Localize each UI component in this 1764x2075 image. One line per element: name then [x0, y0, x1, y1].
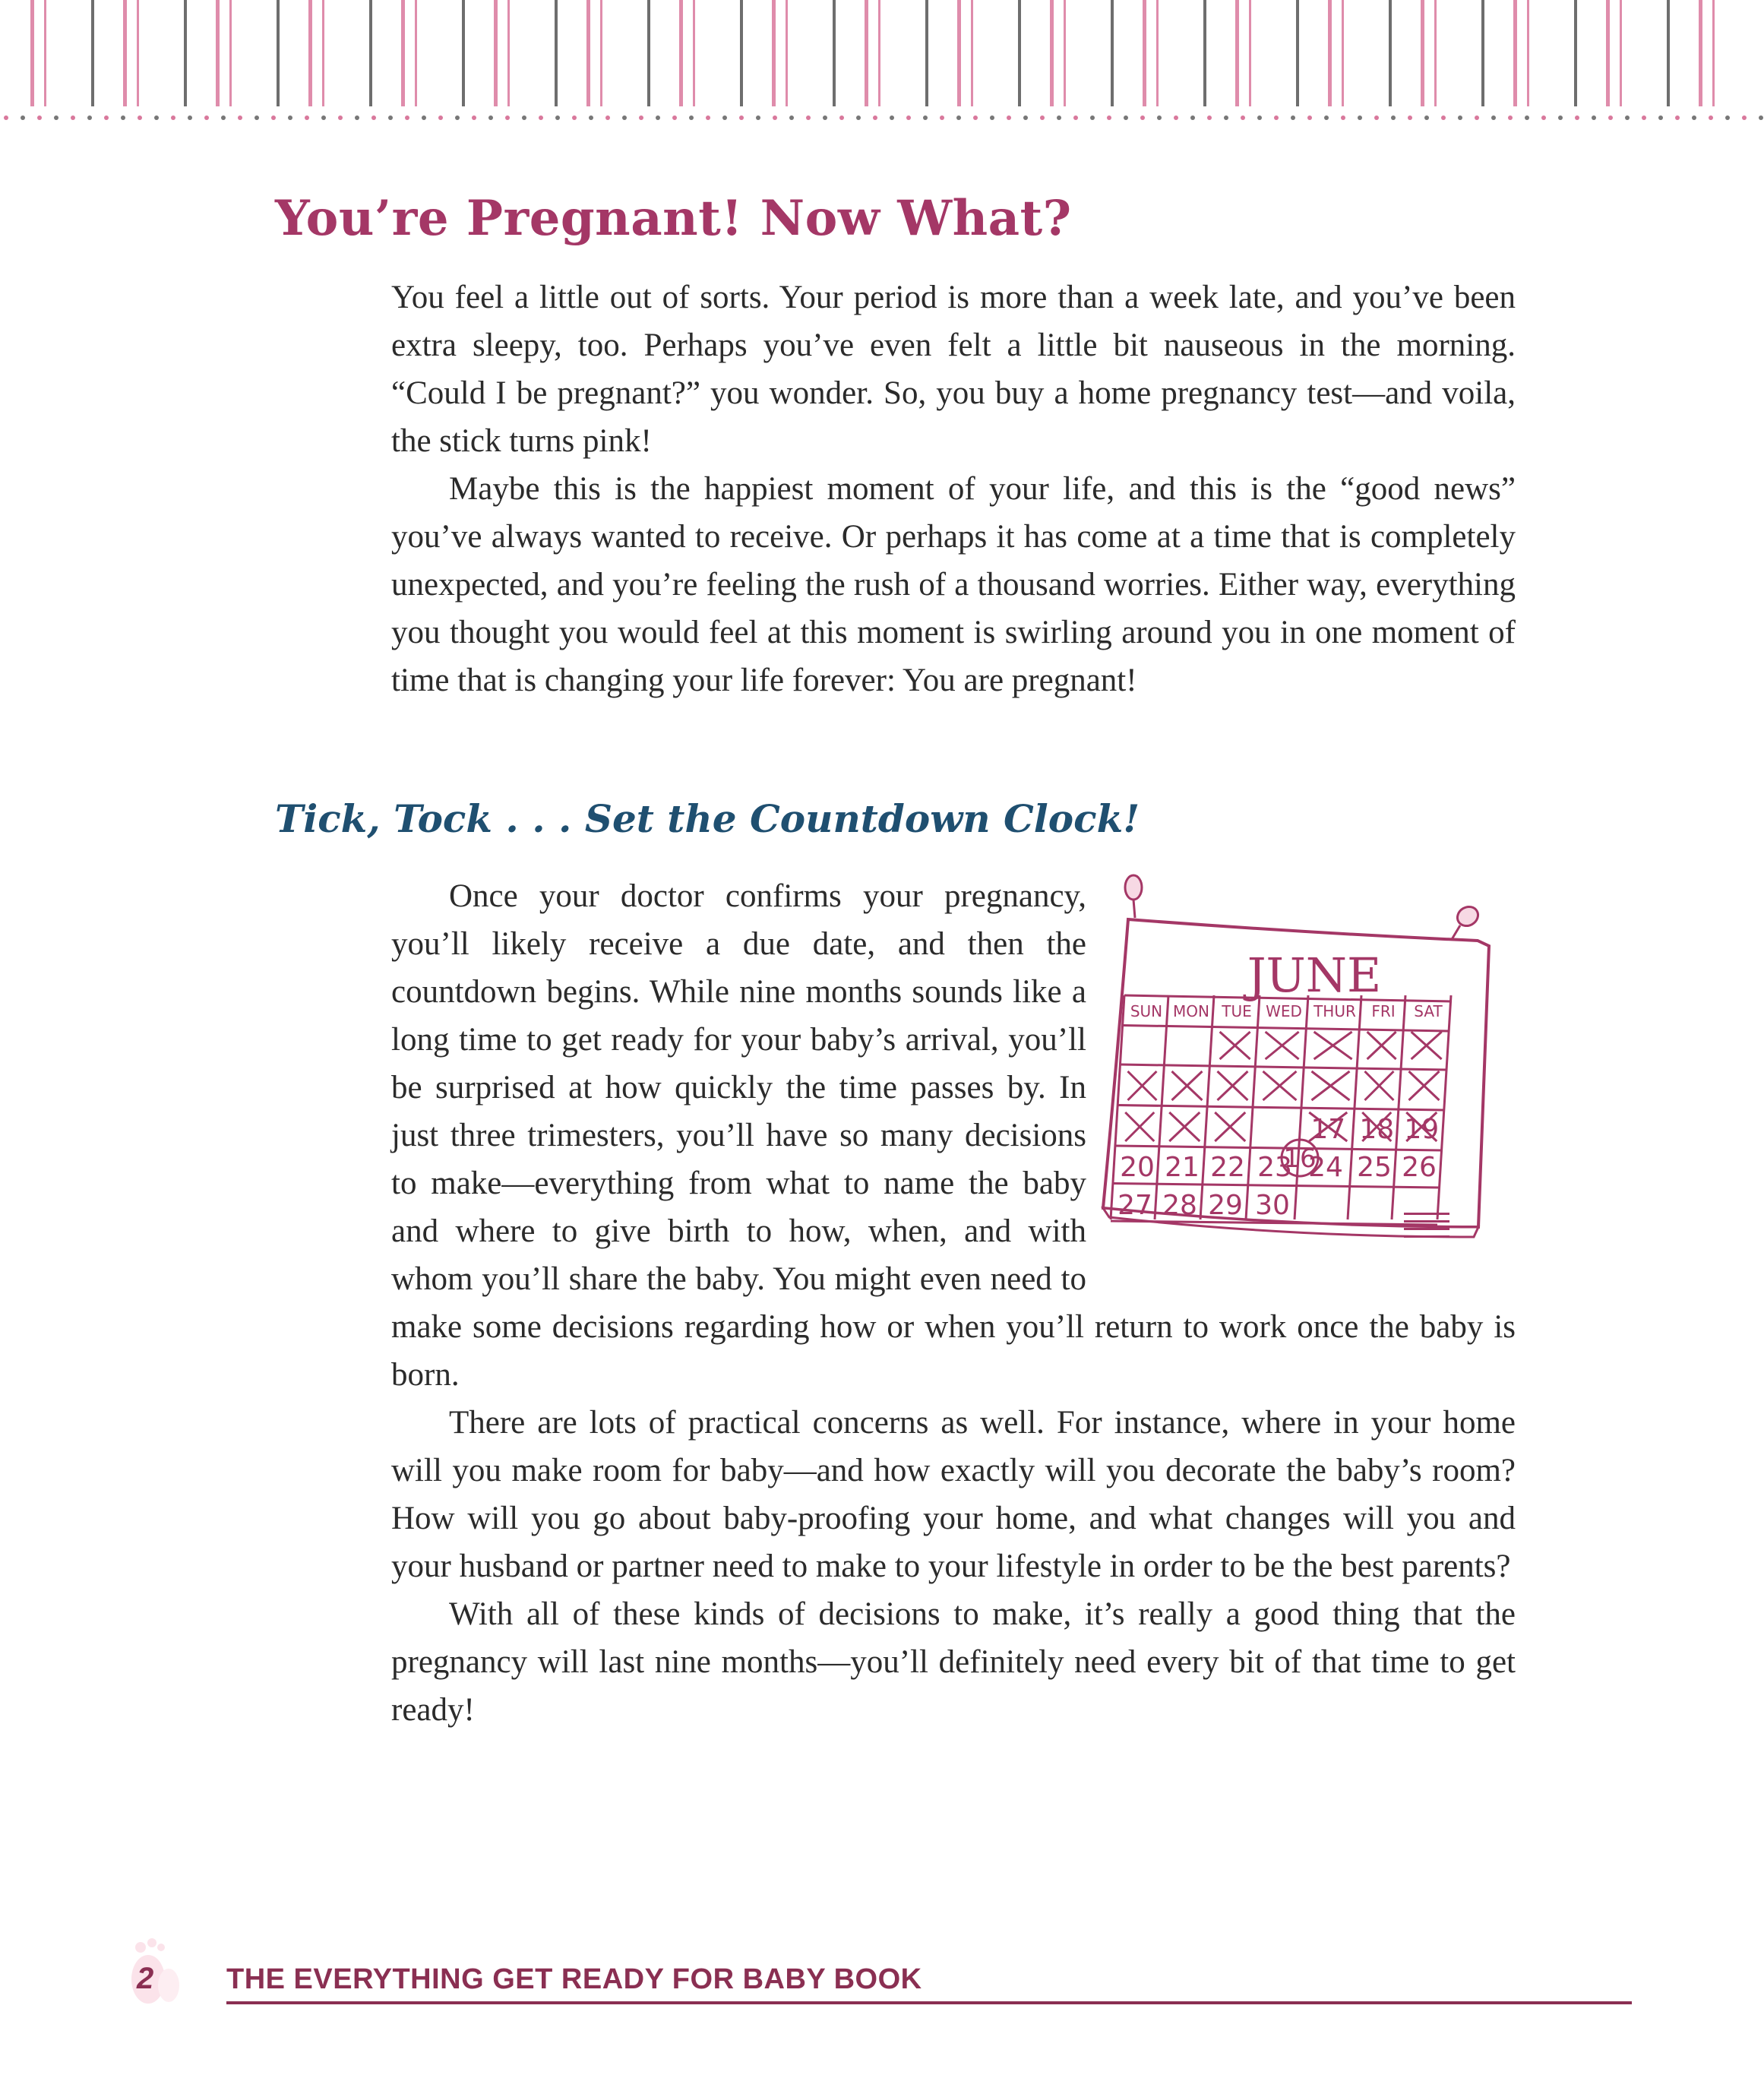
- section1-paragraph-2: Maybe this is the happiest moment of your life, and this is the “good news” you’ve always wanted to receive. Or perhaps it has come at a time that is completely unexpected, and you’re feeling the rush of a thousand worries. Either way, everything you thought you would feel at this moment is swirling around you in one moment of time that is changing your life forever: You are pregnant!: [391, 471, 1516, 698]
- stripe-line: [1389, 0, 1392, 106]
- stripe-dot: [1291, 115, 1295, 120]
- stripe-dot: [572, 115, 577, 120]
- stripe-dot: [1525, 115, 1529, 120]
- stripe-dot: [1658, 115, 1663, 120]
- calendar-weekday-label: SUN: [1130, 1002, 1163, 1020]
- stripe-dot: [806, 115, 811, 120]
- stripe-dot: [1508, 115, 1513, 120]
- stripe-line: [229, 0, 232, 106]
- stripe-line: [277, 0, 280, 106]
- stripe-dot: [1759, 115, 1763, 120]
- stripe-dot: [138, 115, 142, 120]
- stripe-line: [1574, 0, 1577, 106]
- stripe-dot: [1675, 115, 1680, 120]
- stripe-dot: [121, 115, 125, 120]
- stripe-line: [308, 0, 312, 106]
- stripe-dot: [154, 115, 159, 120]
- calendar-circled-day: 16: [1283, 1143, 1317, 1174]
- section-title-countdown: Tick, Tock . . . Set the Countdown Clock!: [275, 796, 1140, 841]
- stripe-line: [1050, 0, 1054, 106]
- stripe-dot: [371, 115, 376, 120]
- stripe-dot: [1140, 115, 1145, 120]
- stripe-dot: [271, 115, 276, 120]
- stripe-line: [1235, 0, 1239, 106]
- stripe-dot: [1007, 115, 1011, 120]
- stripe-dot: [171, 115, 175, 120]
- stripe-line: [1606, 0, 1610, 106]
- stripe-line: [1481, 0, 1484, 106]
- stripe-dot: [355, 115, 359, 120]
- section2-paragraph-2: There are lots of practical concerns as well. For instance, where in your home will you make room for baby—and how exactly will you decorate the baby’s room? How will you go about baby-proofing your home, and what changes will you and your husband or partner need to make to your lifestyle in order to be the best parents?: [391, 1405, 1516, 1584]
- stripe-line: [44, 0, 46, 106]
- running-footer-book-title: THE EVERYTHING GET READY FOR BABY BOOK: [226, 1963, 922, 1995]
- stripe-line: [137, 0, 139, 106]
- stripe-dot: [1124, 115, 1128, 120]
- stripe-dot: [1592, 115, 1596, 120]
- calendar-day-number: 25: [1357, 1152, 1392, 1183]
- stripe-dot: [873, 115, 877, 120]
- stripe-dot: [104, 115, 109, 120]
- stripe-dot: [622, 115, 627, 120]
- calendar-day-number: 27: [1118, 1190, 1152, 1221]
- stripe-dot: [188, 115, 192, 120]
- stripe-line: [957, 0, 961, 106]
- stripe-dot: [505, 115, 510, 120]
- stripe-dot: [204, 115, 209, 120]
- stripe-line: [1712, 0, 1715, 106]
- stripe-dot: [305, 115, 309, 120]
- calendar-day-number: 22: [1210, 1152, 1245, 1183]
- stripe-dot: [689, 115, 694, 120]
- stripe-line: [1667, 0, 1670, 106]
- stripe-dot: [1224, 115, 1228, 120]
- stripe-line: [586, 0, 590, 106]
- stripe-line: [1111, 0, 1114, 106]
- stripe-dot: [923, 115, 928, 120]
- stripe-dot: [856, 115, 861, 120]
- page-number: 2: [137, 1962, 154, 1995]
- stripe-dot: [756, 115, 760, 120]
- stripe-line: [30, 0, 34, 106]
- stripe-dot: [221, 115, 226, 120]
- stripe-dot: [388, 115, 393, 120]
- stripe-line: [878, 0, 880, 106]
- stripe-dot: [288, 115, 292, 120]
- stripe-line: [693, 0, 695, 106]
- stripe-dot: [488, 115, 493, 120]
- stripe-dot: [1625, 115, 1630, 120]
- stripe-line: [322, 0, 324, 106]
- stripe-dot: [739, 115, 744, 120]
- calendar-day-number: 21: [1165, 1152, 1200, 1183]
- stripe-line: [1342, 0, 1344, 106]
- stripe-dot: [706, 115, 710, 120]
- stripe-line: [1328, 0, 1332, 106]
- stripe-line: [1018, 0, 1021, 106]
- stripe-line: [925, 0, 928, 106]
- stripe-dot: [1558, 115, 1563, 120]
- section2-paragraph-1: Once your doctor confirms your pregnancy, you’ll likely receive a due date, and then the countdown begins. While nine months sounds like a long time to get ready for your baby’s arrival, you’ll be surprised at how quickly the time passes by. In just three trimesters, you’ll have so many decisions to make—everything from what to name the baby and where to give birth to how, when, and with whom you’ll share the baby. You might even need to make some decisions regarding how or when you’ll return to work once the baby is born.: [391, 878, 1516, 1393]
- stripe-dot: [1725, 115, 1730, 120]
- section1-paragraph-1: You feel a little out of sorts. Your period is more than a week late, and you’ve been extra sleepy, too. Perhaps you’ve even felt a little bit nauseous in the morning. “Could I be pregnant?” you wonder. So, you buy a home pregnancy test—and voila, the stick turns pink!: [391, 280, 1516, 459]
- stripe-dot: [1374, 115, 1379, 120]
- stripe-line: [216, 0, 220, 106]
- stripe-dot: [1441, 115, 1446, 120]
- stripe-dot: [1475, 115, 1479, 120]
- stripe-dot: [1107, 115, 1111, 120]
- stripe-dot: [522, 115, 526, 120]
- stripe-dot: [1190, 115, 1195, 120]
- calendar-month-label: JUNE: [1247, 947, 1382, 1003]
- stripe-dot: [254, 115, 259, 120]
- calendar-weekday-label: FRI: [1371, 1002, 1396, 1020]
- stripe-line: [91, 0, 94, 106]
- calendar-day-number: 17: [1310, 1114, 1346, 1145]
- calendar-day-number: 30: [1255, 1190, 1290, 1221]
- stripe-line: [679, 0, 683, 106]
- stripe-dot: [1057, 115, 1061, 120]
- calendar-weekday-label: SAT: [1414, 1002, 1443, 1020]
- stripe-line: [1296, 0, 1299, 106]
- stripe-dot: [1241, 115, 1245, 120]
- calendar-day-number: 24: [1308, 1152, 1343, 1183]
- calendar-day-number: 26: [1402, 1152, 1437, 1183]
- calendar-day-number: 18: [1359, 1114, 1395, 1145]
- section2-paragraph-3: With all of these kinds of decisions to make, it’s really a good thing that the pregnancy will last nine months—you’ll definitely need every bit of that time to get ready!: [391, 1596, 1516, 1728]
- stripe-dot: [321, 115, 326, 120]
- stripe-line: [555, 0, 558, 106]
- stripe-dot: [87, 115, 92, 120]
- footer-rule: [226, 2001, 1632, 2004]
- calendar-weekday-label: TUE: [1222, 1002, 1252, 1020]
- stripe-dot: [555, 115, 560, 120]
- stripe-line: [647, 0, 650, 106]
- stripe-dot: [605, 115, 610, 120]
- stripe-dot: [1073, 115, 1078, 120]
- stripe-dot: [405, 115, 409, 120]
- stripe-dot: [1692, 115, 1696, 120]
- stripe-dot: [1040, 115, 1045, 120]
- stripe-dot: [823, 115, 827, 120]
- stripe-dot: [990, 115, 994, 120]
- stripe-dot: [789, 115, 794, 120]
- stripe-dot: [773, 115, 777, 120]
- stripe-line: [1249, 0, 1251, 106]
- stripe-line: [1421, 0, 1424, 106]
- stripe-line: [1527, 0, 1529, 106]
- stripe-dot: [21, 115, 25, 120]
- stripe-dot: [890, 115, 894, 120]
- stripe-dot: [1408, 115, 1412, 120]
- stripe-dot: [1257, 115, 1262, 120]
- stripe-dot: [956, 115, 961, 120]
- stripe-dot: [438, 115, 443, 120]
- stripe-line: [865, 0, 868, 106]
- stripe-dot: [472, 115, 476, 120]
- stripe-dot: [1491, 115, 1496, 120]
- calendar-weekday-label: WED: [1266, 1002, 1302, 1020]
- stripe-dot: [639, 115, 643, 120]
- stripe-dot: [1341, 115, 1345, 120]
- stripe-dot: [589, 115, 593, 120]
- stripe-line: [507, 0, 510, 106]
- stripe-dot: [37, 115, 42, 120]
- stripe-dot: [1157, 115, 1162, 120]
- stripe-dot: [906, 115, 911, 120]
- section1-body: [391, 274, 1516, 704]
- stripe-line: [369, 0, 372, 106]
- stripe-dot: [338, 115, 343, 120]
- stripe-line: [1203, 0, 1206, 106]
- stripe-dot: [1742, 115, 1747, 120]
- stripe-line: [494, 0, 498, 106]
- stripe-dot: [1541, 115, 1546, 120]
- stripe-line: [740, 0, 743, 106]
- stripe-dot: [1458, 115, 1462, 120]
- stripe-dot: [1174, 115, 1178, 120]
- stripe-dot: [1207, 115, 1212, 120]
- stripe-dot: [672, 115, 677, 120]
- stripe-dot: [54, 115, 58, 120]
- stripe-dot: [71, 115, 75, 120]
- calendar-weekday-label: THUR: [1314, 1002, 1356, 1020]
- stripe-dot: [539, 115, 543, 120]
- stripe-dot: [722, 115, 727, 120]
- stripe-dot: [1608, 115, 1613, 120]
- calendar-day-number: 23: [1257, 1152, 1292, 1183]
- stripe-line: [184, 0, 187, 106]
- stripe-line: [1156, 0, 1159, 106]
- calendar-day-number: 28: [1162, 1190, 1197, 1221]
- stripe-line: [1434, 0, 1437, 106]
- stripe-line: [401, 0, 405, 106]
- stripe-line: [462, 0, 465, 106]
- stripe-dot: [973, 115, 978, 120]
- stripe-dot: [1358, 115, 1362, 120]
- june-calendar-illustration: [1094, 866, 1516, 1276]
- stripe-line: [1513, 0, 1517, 106]
- stripe-line: [971, 0, 973, 106]
- section-title-pregnant: You’re Pregnant! Now What?: [275, 190, 1072, 247]
- pushpin-right-icon: [1451, 903, 1481, 941]
- stripe-line: [1699, 0, 1702, 106]
- stripe-line: [833, 0, 836, 106]
- stripe-dot: [1709, 115, 1713, 120]
- stripe-dot: [4, 115, 8, 120]
- stripe-line: [772, 0, 776, 106]
- decorative-stripe-band: [0, 0, 1764, 133]
- calendar-day-number: 19: [1404, 1114, 1440, 1145]
- stripe-dot: [1424, 115, 1429, 120]
- calendar-day-number: 20: [1120, 1152, 1155, 1183]
- pushpin-left-icon: [1125, 875, 1142, 918]
- stripe-line: [600, 0, 602, 106]
- stripe-dot: [238, 115, 242, 120]
- stripe-line: [1143, 0, 1146, 106]
- stripe-dot: [1391, 115, 1396, 120]
- stripe-dot: [1274, 115, 1279, 120]
- stripe-dot: [455, 115, 460, 120]
- stripe-line: [415, 0, 417, 106]
- stripe-dot: [1307, 115, 1312, 120]
- stripe-line: [1620, 0, 1622, 106]
- stripe-dot: [1642, 115, 1646, 120]
- stripe-dot: [422, 115, 426, 120]
- stripe-dot: [656, 115, 660, 120]
- stripe-dot: [1324, 115, 1329, 120]
- calendar-weekday-label: MON: [1173, 1002, 1209, 1020]
- stripe-line: [123, 0, 127, 106]
- stripe-dot: [839, 115, 844, 120]
- stripe-dot: [1575, 115, 1579, 120]
- calendar-day-number: 29: [1208, 1190, 1243, 1221]
- stripe-line: [786, 0, 788, 106]
- stripe-line: [1064, 0, 1066, 106]
- stripe-dot: [1090, 115, 1095, 120]
- stripe-dot: [1023, 115, 1028, 120]
- stripe-dot: [940, 115, 944, 120]
